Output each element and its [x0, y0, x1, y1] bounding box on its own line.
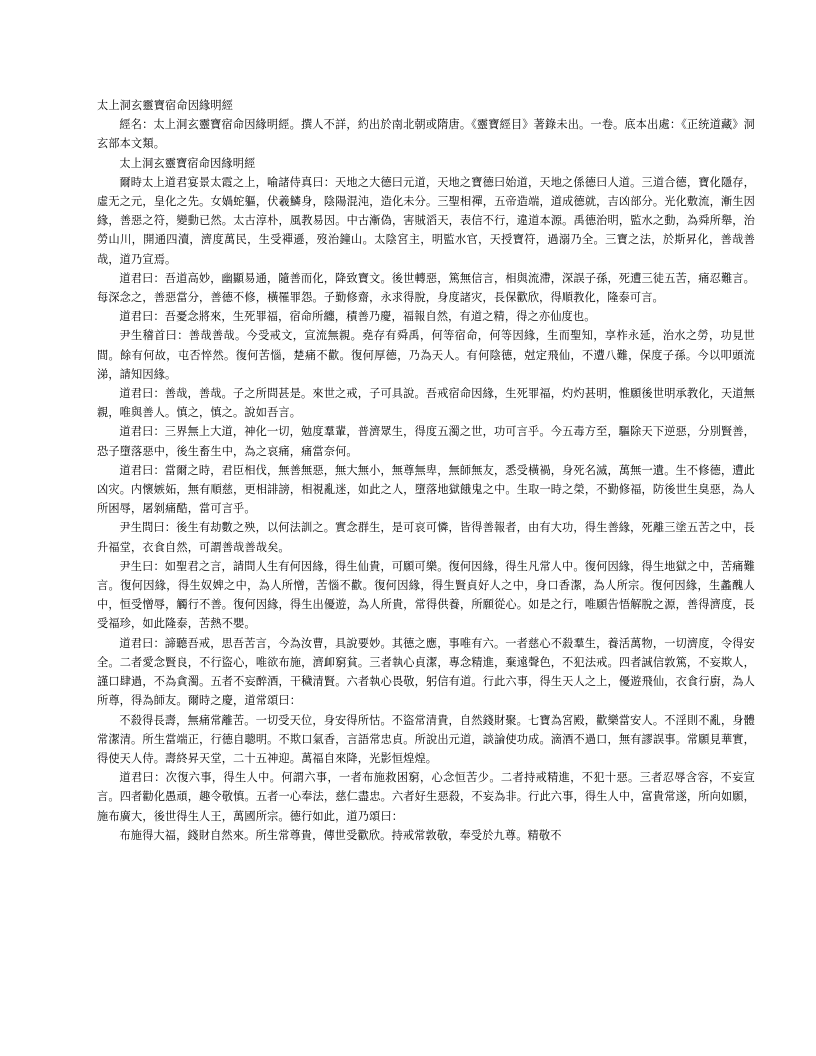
body-paragraph: 道君曰：當爾之時，君臣相伐，無善無惡，無大無小，無尊無卑，無師無友，悉受橫禍，身死名滅，萬無一遺。生不修德，遭此凶灾。内懷嫉妬，無有順慈，更相誹謗，相視亂迷，如此之人，墮落地獄餓鬼之中。生取一時之榮，不勤修福，防後世生臭惡，為人所困辱，屠剝痛酷，當可言乎。 [97, 463, 755, 516]
body-paragraph: 爾時太上道君宴景太霞之上，喻諸侍真曰：天地之大德曰元道，天地之寶德曰始道，天地之係德曰人道。三道合德，寶化隱存，虛无之元，皇化之先。女媧蛇軀，伏羲鱗身，陰陽混沌，造化未分。三聖相禪，五帝造端，道成德就，吉凶部分。光化敷流，漸生因緣，善惡之符，變動已然。太古淳朴，風教易因。中古漸偽，害賊滔天，表信不行，違道本源。禹德治明，監水之動，為舜所舉，治勞山川，開通四瀆，濟度萬民，生受禪遜，歿治鐘山。太陰宮主，明監水官，天授寶符，過溺乃全。三寶之法，於斯昇化，善哉善哉，道乃宣焉。 [97, 175, 755, 266]
body-paragraph: 尹生稽首曰：善哉善哉。今受戒文，宣流無親。堯存有舜禹，何等宿命，何等因緣，生而聖知，享柞永延，治水之勞，功見世間。餘有何故，屯否悴然。復何苦惱，楚痛不歡。復何厚德，乃為天人。有何陰德，尅定飛仙，不遭八難，保度子孫。今以叩頭流涕，請知因緣。 [97, 329, 755, 381]
body-paragraph: 道君曰：吾道高妙，幽顯易通，隨善而化，降致寶文。後世轉惡，篤無信言，相與流滯，深誤子孫，死遭三徒五苦，痛忍難言。每深念之，善惡當分，善德不修，橫罹罪怨。子勤修齋，永求得脫，身度諸灾，長保歡欣，得順教化，隆泰可言。 [97, 271, 755, 305]
body-paragraph: 尹生曰：如聖君之言，請問人生有何因緣，得生仙貴，可願可樂。復何因緣，得生凡常人中。復何因緣，得生地獄之中，苦痛難言。復何因緣，得生奴婢之中，為人所憎，苦惱不歡。復何因緣，得生賢貞好人之中，身口香潔，為人所宗。復何因緣，生蠡醜人中，恒受憎辱，觸行不善。復何因緣，得生出優遊，為人所貴，常得供養，所願從心。如是之行，唯願告悟解脫之源，善得濟度，長受福珍，如此隆泰，苦熱不嬰。 [97, 559, 755, 631]
body-paragraph: 道君曰：吾憂念將來，生死罪福，宿命所纏，積善乃慶，福報自然，有道之精，得之亦仙度也。 [119, 310, 596, 324]
body-paragraph: 道君曰：諦聽吾戒，思吾苦言，今為汝曹，具說要妙。其德之應，事唯有六。一者慈心不殺羣生，養活萬物，一切濟度，令得安全。二者愛念賢良，不行盜心，唯欲布施，濟卹窮貧。三者執心貞潔，專念精進，棄遠聲色，不犯法戒。四者誠信敦篤，不妄欺人，謹口肆過，不為貪濁。五者不妄醉酒，干穢清賢。六者執心畏敬，躬信有道。行此六事，得生天人之上，優遊飛仙，衣食行廚，為人所尊，得為師友。爾時之慶，道常頌曰： [97, 636, 755, 708]
body-paragraph: 道君曰：三界無上大道，神化一切，勉度羣輩，普濟眾生，得度五濁之世，功可言乎。今五毒方至，驅除天下逆惡，分別賢善，恐子墮落惡中，後生畜生中，為之哀痛，痛當奈何。 [97, 425, 755, 458]
document-title: 太上洞玄靈寶宿命因緣明經 [97, 99, 234, 112]
verse-paragraph: 布施得大福，錢財自然來。所生常尊貴，傳世受歡欣。持戒常敦敬，奉受於九尊。精敬不 [119, 828, 562, 842]
scripture-text-body [97, 96, 755, 845]
colophon-paragraph: 經名：太上洞玄靈寶宿命因緣明經。撰人不詳，約出於南北朝或隋唐。《靈寶經目》著錄未出。一卷。底本出處：《正统道藏》洞玄部本文類。 [97, 118, 755, 151]
body-paragraph: 道君曰：次復六事，得生人中。何謂六事，一者布施救困窮，心念恒苦少。二者持戒精進，不犯十惡。三者忍辱含容，不妄宣言。四者勸化愚頑，趣令敬慎。五者一心奉法，慈仁盡忠。六者好生惡殺，不妄為非。行此六事，得生人中，富貴常遂，所向如願，施布廣大，後世得生人王，萬國所宗。德行如此，道乃頌曰： [97, 771, 755, 823]
body-paragraph: 道君曰：善哉，善哉。子之所問甚是。來世之戒，子可具說。吾戒宿命因緣，生死罪福，灼灼甚明，惟願後世明承教化，天道無親，唯與善人。慎之，慎之。說如吾言。 [97, 387, 755, 420]
scripture-inner-heading: 太上洞玄靈寶宿命因緣明經 [119, 156, 256, 170]
body-paragraph: 尹生問曰：後生有劫數之殃，以何法訓之。實念群生，是可哀可憐，皆得善報者，由有大功，得生善緣，死離三塗五苦之中，長升福堂，衣食自然，可謂善哉善哉矣。 [97, 521, 755, 554]
verse-paragraph: 不殺得長壽，無痛常離苦。一切受天位，身安得所怙。不盜常清貴，自然錢財聚。七寶為宮殿，歡樂當安人。不淫則不亂，身體常潔清。所生當端正，行德自聰明。不欺口氣香，言語常忠貞。所說出元道，談論使功成。滴酒不過口，無有謬誤事。常願見華實，得使天人侍。壽終昇天堂，二十五神迎。萬福自來降，光影恒煌煌。 [97, 713, 755, 765]
